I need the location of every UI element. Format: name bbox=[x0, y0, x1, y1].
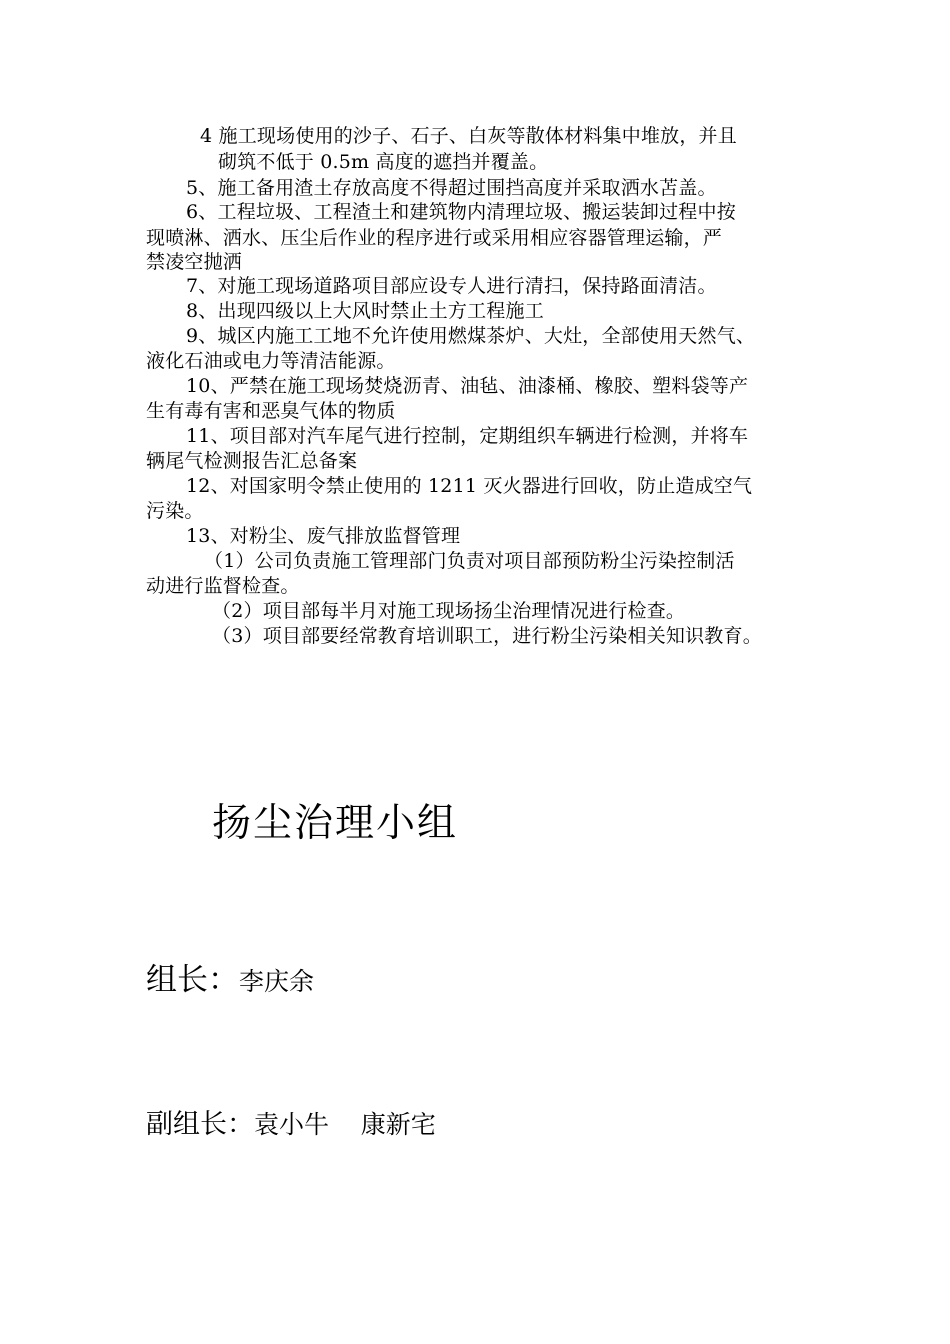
text-line: 7、对施工现场道路项目部应设专人进行清扫，保持路面清洁。 bbox=[186, 275, 717, 297]
text-line: 现喷淋、洒水、压尘后作业的程序进行或采用相应容器管理运输，严 bbox=[146, 227, 723, 249]
text-line: 12、对国家明令禁止使用的 1211 灭火器进行回收，防止造成空气 bbox=[186, 475, 753, 497]
text-line: 污染。 bbox=[146, 500, 204, 522]
text-line: 辆尾气检测报告汇总备案 bbox=[146, 450, 358, 472]
text-line: 生有毒有害和恶臭气体的物质 bbox=[146, 400, 396, 422]
text-line: 9、城区内施工工地不允许使用燃煤茶炉、大灶，全部使用天然气、 bbox=[186, 325, 756, 347]
leader-line bbox=[146, 954, 314, 999]
text-line: 8、出现四级以上大风时禁止土方工程施工 bbox=[186, 300, 544, 322]
text-line: 5、施工备用渣土存放高度不得超过围挡高度并采取洒水苫盖。 bbox=[186, 177, 717, 199]
text-line: 动进行监督检查。 bbox=[146, 575, 300, 597]
text-line: （2）项目部每半月对施工现场扬尘治理情况进行检查。 bbox=[212, 600, 686, 622]
text-line: 禁凌空抛洒 bbox=[146, 251, 243, 273]
text-line: 11、项目部对汽车尾气进行控制，定期组织车辆进行检测，并将车 bbox=[186, 425, 749, 447]
text-line: 10、严禁在施工现场焚烧沥青、油毡、油漆桶、橡胶、塑料袋等产 bbox=[186, 375, 749, 397]
text-line: 13、对粉尘、废气排放监督管理 bbox=[186, 525, 461, 547]
deputy-line bbox=[146, 1102, 436, 1141]
text-line: （3）项目部要经常教育培训职工，进行粉尘污染相关知识教育。 bbox=[212, 625, 762, 647]
text-line: 砌筑不低于 0.5m 高度的遮挡并覆盖。 bbox=[218, 151, 549, 173]
text-line: 液化石油或电力等清洁能源。 bbox=[146, 350, 396, 372]
text-line: 4 施工现场使用的沙子、石子、白灰等散体材料集中堆放，并且 bbox=[200, 125, 737, 147]
leader-names: 李庆余 bbox=[239, 967, 315, 996]
deputy-role: 副组长： bbox=[146, 1109, 254, 1140]
deputy-names: 袁小牛 康新宅 bbox=[254, 1110, 436, 1139]
leader-role: 组长： bbox=[146, 962, 239, 998]
text-line: 6、工程垃圾、工程渣土和建筑物内清理垃圾、搬运装卸过程中按 bbox=[186, 201, 736, 223]
text-line: （1）公司负责施工管理部门负责对项目部预防粉尘污染控制活 bbox=[204, 550, 735, 572]
group-title: 扬尘治理小组 bbox=[212, 801, 459, 846]
